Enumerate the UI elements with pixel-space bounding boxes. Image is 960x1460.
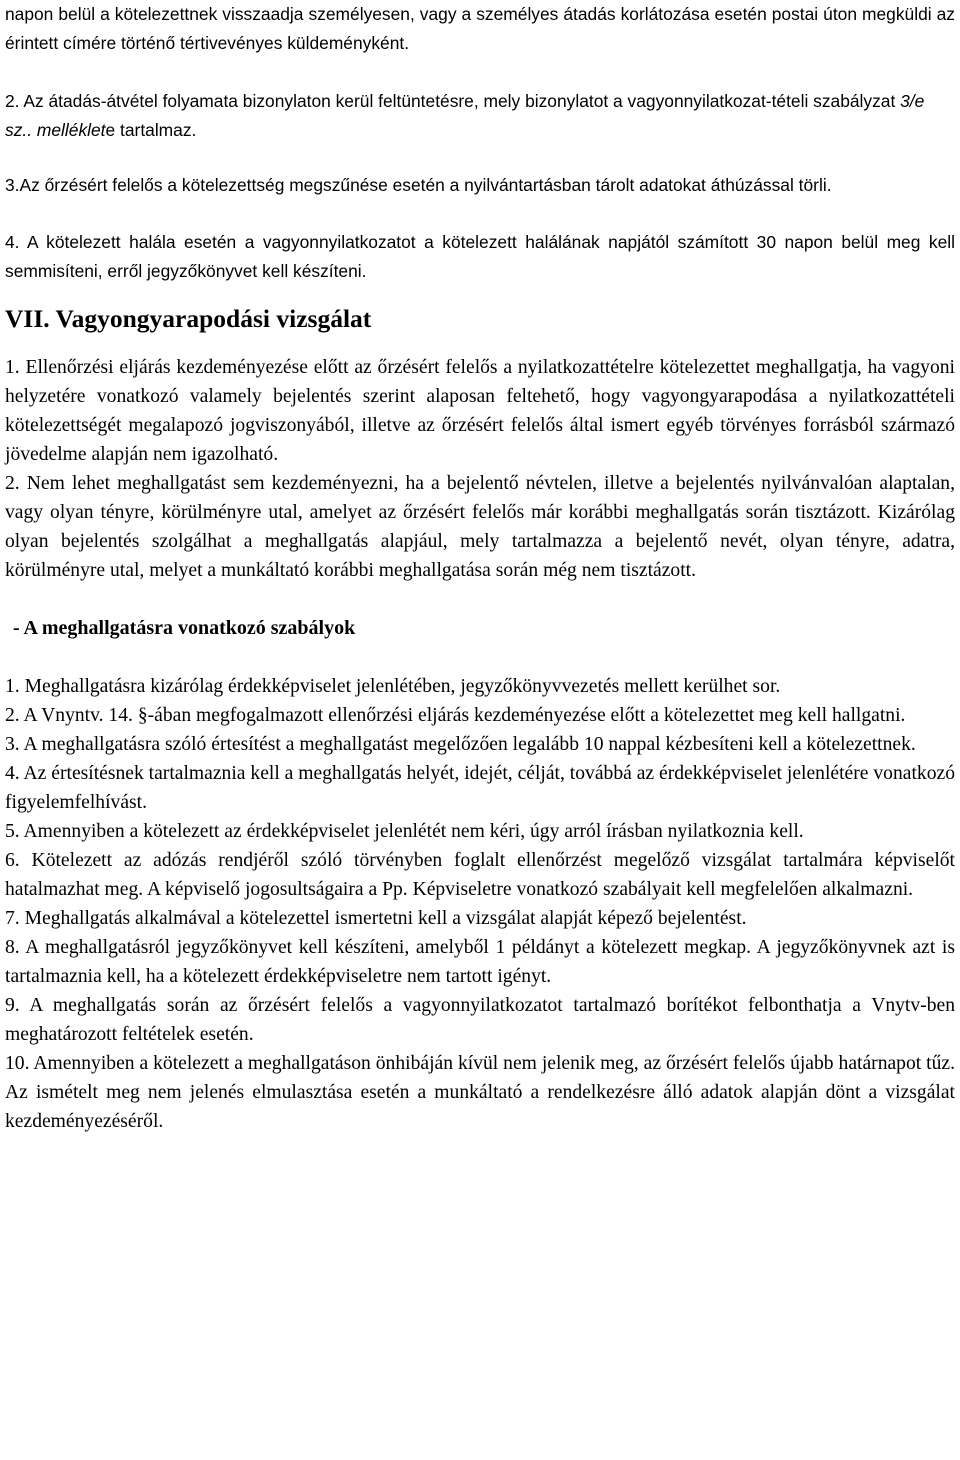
rule-4: 4. Az értesítésnek tartalmaznia kell a meghallgatás helyét, idejét, célját, továbbá az érdekképviselet jelenlétére vonatkozó figyelemfelhívást. bbox=[5, 763, 955, 813]
document-page bbox=[5, 0, 955, 1136]
paragraph-3: 3.Az őrzésért felelős a kötelezettség megszűnése esetén a nyilvántartásban tárolt adatokat áthúzással törli. bbox=[5, 175, 832, 195]
rule-5: 5. Amennyiben a kötelezett az érdekképviselet jelenlétét nem kéri, úgy arról írásban nyilatkoznia kell. bbox=[5, 821, 804, 842]
rule-1: 1. Meghallgatásra kizárólag érdekképviselet jelenlétében, jegyzőkönyvvezetés mellett kerülhet sor. bbox=[5, 676, 781, 697]
rules-list bbox=[5, 672, 955, 1136]
section-paragraph-1: 1. Ellenőrzési eljárás kezdeményezése előtt az őrzésért felelős a nyilatkozattételre kötelezettet meghallgatja, ha vagyoni helyzetére vonatkozó valamely bejelentés szerint alaposan feltehető, hogy vagyongyarapodása a nyilatkozattételi kötelezettségét megalapozó jogviszonyából, illetve az őrzésért felelős által ismert egyéb törvényes forrásból származó jövedelme alapján nem igazolható. bbox=[5, 357, 955, 465]
paragraph-4: 4. A kötelezett halála esetén a vagyonnyilatkozatot a kötelezett halálának napjától számított 30 napon belül meg kell semmisíteni, erről jegyzőkönyvet kell készíteni. bbox=[5, 232, 955, 281]
section-heading: VII. Vagyongyarapodási vizsgálat bbox=[5, 304, 372, 333]
rule-8: 8. A meghallgatásról jegyzőkönyvet kell készíteni, amelyből 1 példányt a kötelezett megkap. A jegyzőkönyvnek azt is tartalmaznia kell, ha a kötelezett érdekképviseletre nem tartott igényt. bbox=[5, 937, 955, 987]
rule-10: 10. Amennyiben a kötelezett a meghallgatáson önhibáján kívül nem jelenik meg, az őrzésért felelős újabb határnapot tűz. Az ismételt meg nem jelenés elmulasztása esetén a munkáltató a rendelkezésre álló adatok alapján dönt a vizsgálat kezdeményezéséről. bbox=[5, 1053, 955, 1132]
paragraph-2-end: e tartalmaz. bbox=[105, 120, 197, 140]
subheading: - A meghallgatásra vonatkozó szabályok bbox=[13, 617, 356, 639]
rule-9: 9. A meghallgatás során az őrzésért felelős a vagyonnyilatkozatot tartalmazó borítékot felbonthatja a Vnytv-ben meghatározott feltételek esetén. bbox=[5, 995, 955, 1045]
rule-2: 2. A Vnyntv. 14. §-ában megfogalmazott ellenőrzési eljárás kezdeményezése előtt a kötelezettet meg kell hallgatni. bbox=[5, 705, 906, 726]
attachment-reference: 3/e sz.. melléklet bbox=[5, 91, 925, 140]
rule-7: 7. Meghallgatás alkalmával a kötelezettel ismertetni kell a vizsgálat alapját képező bejelentést. bbox=[5, 908, 747, 929]
section-paragraph-2: 2. Nem lehet meghallgatást sem kezdeményezni, ha a bejelentő névtelen, illetve a bejelentés nyilvánvalóan alaptalan, vagy olyan tényre, körülményre utal, amelyet az őrzésért felelős már korábbi meghallgatás során tisztázott. Kizárólag olyan bejelentés szolgálhat a meghallgatás alapjául, mely tartalmazza a bejelentő nevét, olyan tényre, adatra, körülményre utal, melyet a munkáltató korábbi meghallgatása során még nem tisztázott. bbox=[5, 473, 955, 581]
rule-6: 6. Kötelezett az adózás rendjéről szóló törvényben foglalt ellenőrzést megelőző vizsgálat tartalmára képviselőt hatalmazhat meg. A képviselő jogosultságaira a Pp. Képviseletre vonatkozó szabályait kell megfelelően alkalmazni. bbox=[5, 850, 955, 900]
paragraph-2 bbox=[5, 87, 955, 145]
intro-paragraph: napon belül a kötelezettnek visszaadja személyesen, vagy a személyes átadás korlátozása esetén postai úton megküldi az érintett címére történő tértivevényes küldeményként. bbox=[5, 4, 955, 53]
rule-3: 3. A meghallgatásra szóló értesítést a meghallgatást megelőzően legalább 10 nappal kézbesíteni kell a kötelezettnek. bbox=[5, 734, 916, 755]
paragraph-2-text: 2. Az átadás-átvétel folyamata bizonylaton kerül feltüntetésre, mely bizonylatot a vagyonnyilatkozat-tételi szabályzat bbox=[5, 91, 901, 111]
